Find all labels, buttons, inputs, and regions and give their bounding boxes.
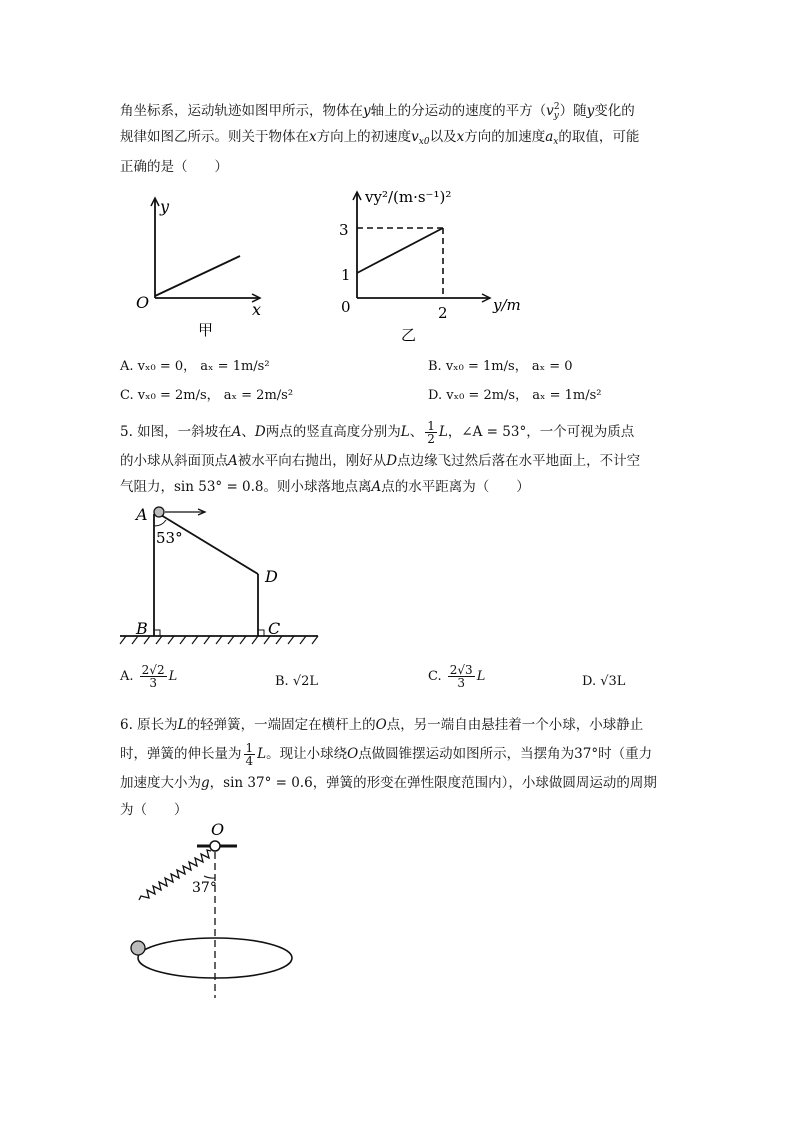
q6-line-3: 加速度大小为g，sin 37° = 0.6，弹簧的形变在弹性限度范围内），小球做圆周运动的周期 (120, 775, 657, 791)
yi-x-label: y/m (493, 296, 521, 314)
q5-label-d: D (265, 567, 278, 586)
q5-line-2: 的小球从斜面顶点A被水平向右抛出，刚好从D点边缘飞过然后落在水平地面上，不计空 (120, 453, 641, 469)
q5-line-3: 气阻力，sin 53° = 0.8。则小球落地点离A点的水平距离为（ ） (120, 479, 530, 495)
yi-tick-2: 2 (438, 304, 448, 322)
q5-ball (154, 507, 164, 517)
q4-line-1: 角坐标系，运动轨迹如图甲所示，物体在y轴上的分运动的速度的平方$(v_y^2)$随y变化的 (120, 102, 635, 121)
q4-option-a[interactable]: A. vₓ₀ = 0， aₓ = 1m/s² (120, 359, 270, 374)
yi-tick-0: 0 (341, 298, 351, 316)
q4-line-2: 规律如图乙所示。则关于物体在x方向上的初速度$v_{x0}$以及x方向的加速度$a_x$的取值，可能 (120, 129, 640, 147)
q4-option-b[interactable]: B. vₓ₀ = 1m/s， aₓ = 0 (428, 359, 573, 374)
yi-tick-1: 1 (341, 266, 351, 284)
yi-tick-3: 3 (339, 221, 349, 239)
q5-option-a[interactable]: A. $\frac{2√2}{3}$ L (120, 663, 178, 690)
jia-origin: O (136, 293, 150, 312)
q6-figure (125, 820, 305, 1000)
q6-line-1: 6. 原长为L的轻弹簧，一端固定在横杆上的O点，另一端自由悬挂着一个小球，小球静止 (120, 717, 644, 733)
q6-pivot (210, 841, 220, 851)
jia-trajectory (155, 256, 240, 296)
q6-label-angle: 37° (192, 880, 217, 896)
yi-y-label: vy²/(m·s⁻¹)² (365, 188, 452, 206)
q5-option-c[interactable]: C. $\frac{2√3}{3}$ L (428, 663, 486, 690)
q6-angle-arc (204, 876, 215, 878)
q4-figure-jia (120, 190, 280, 340)
q4-figure-yi (335, 180, 545, 345)
q5-ground-hatch (120, 636, 318, 644)
q6-line-2: 时，弹簧的伸长量为 $\frac{1}{4}$ L。现让小球绕O点做圆锥摆运动如图所示，当摆角为37°时（重力 (120, 741, 653, 768)
q5-angle-arc (154, 520, 166, 526)
q5-line-1: 5. 如图，一斜坡在A、D两点的竖直高度分别为L、 $\frac{1}{2}$ L，∠A = 53°，一个可视为质点 (120, 419, 635, 446)
q5-figure (118, 500, 328, 650)
jia-y-label: y (160, 197, 170, 216)
q5-option-d[interactable]: D. √3L (582, 674, 626, 689)
yi-caption: 乙 (401, 326, 417, 344)
jia-x-label: x (252, 300, 262, 319)
q6-label-o: O (211, 820, 225, 839)
yi-data-line (357, 228, 443, 273)
q5-label-c: C (268, 619, 281, 638)
q5-label-angle: 53° (156, 529, 183, 547)
q6-line-4: 为（ ） (120, 802, 188, 818)
q4-option-c[interactable]: C. vₓ₀ = 2m/s， aₓ = 2m/s² (120, 388, 294, 403)
q4-option-d[interactable]: D. vₓ₀ = 2m/s， aₓ = 1m/s² (428, 388, 602, 403)
q5-label-b: B (136, 619, 148, 638)
q4-line-3: 正确的是（ ） (120, 159, 228, 175)
q5-option-b[interactable]: B. √2L (275, 674, 319, 689)
jia-caption: 甲 (198, 321, 214, 339)
q6-ball (131, 941, 145, 955)
q5-label-a: A (136, 505, 148, 524)
